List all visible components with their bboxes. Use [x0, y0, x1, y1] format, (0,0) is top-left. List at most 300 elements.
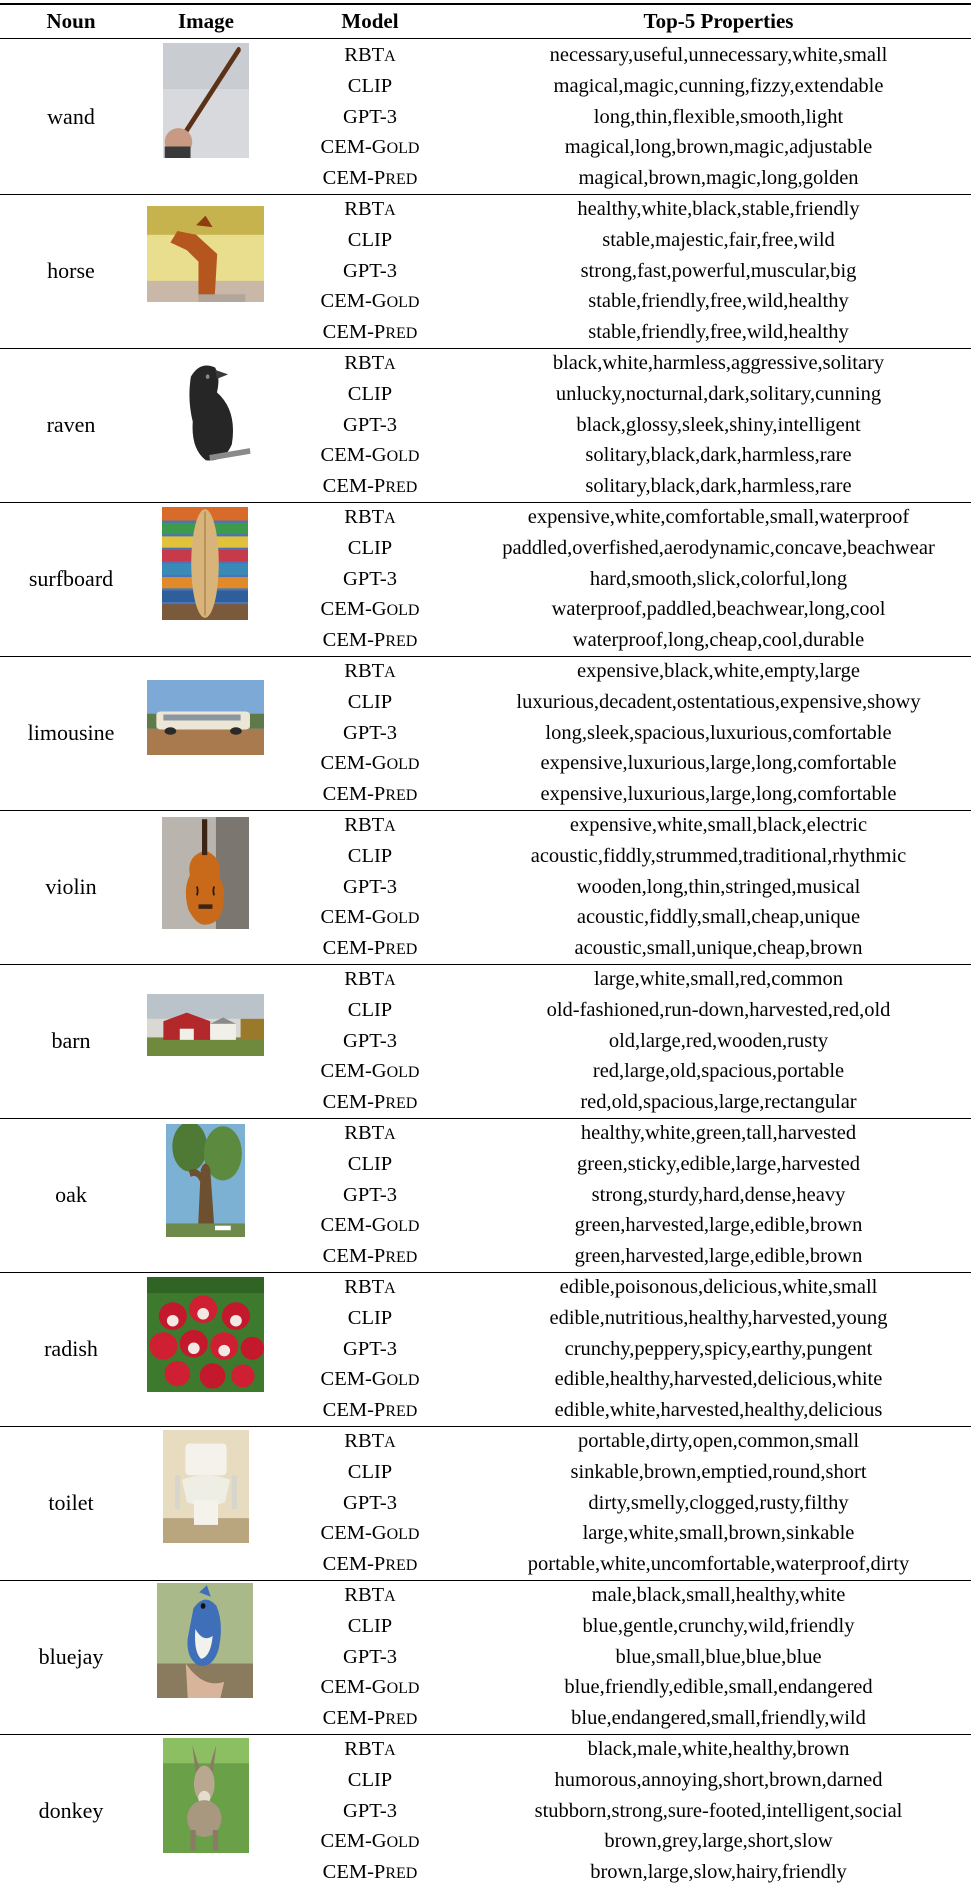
- table-row: [0, 902, 971, 933]
- model-name-smallcaps: OLD: [386, 1372, 420, 1390]
- model-name: CLIP: [347, 998, 393, 1021]
- table-row: [0, 379, 971, 410]
- model-cell: [270, 102, 470, 133]
- model-name: RBT: [344, 352, 385, 374]
- table-row: [0, 1796, 971, 1827]
- properties-cell: solitary,black,dark,harmless,rare: [585, 475, 852, 498]
- properties-cell: magical,brown,magic,long,golden: [578, 167, 859, 190]
- model-cell: [270, 1857, 470, 1890]
- model-cell: [270, 502, 470, 535]
- table-group-limousine: [0, 656, 971, 810]
- model-cell: [270, 533, 470, 564]
- table-row: [0, 933, 971, 964]
- model-name: CEM-G: [320, 1830, 387, 1853]
- properties-cell: brown,large,slow,hairy,friendly: [590, 1861, 847, 1884]
- table-row: [0, 348, 971, 379]
- properties-cell: black,glossy,sleek,shiny,intelligent: [576, 413, 861, 436]
- model-cell: [270, 1303, 470, 1334]
- properties-cell: large,white,small,brown,sinkable: [582, 1522, 855, 1545]
- model-name-smallcaps: RED: [385, 325, 418, 343]
- properties-cell: red,large,old,spacious,portable: [592, 1060, 845, 1083]
- properties-cell: green,harvested,large,edible,brown: [574, 1214, 863, 1237]
- model-cell: [270, 256, 470, 287]
- table-row: [0, 471, 971, 502]
- table-row: [0, 594, 971, 625]
- model-name: RBT: [344, 968, 385, 990]
- noun-cell: surfboard: [28, 566, 114, 591]
- model-name-smallcaps: A: [384, 1588, 396, 1605]
- table-row: [0, 1734, 971, 1765]
- model-cell: [270, 1734, 470, 1767]
- properties-cell: healthy,white,green,tall,harvested: [580, 1122, 857, 1144]
- model-name-smallcaps: OLD: [386, 1834, 420, 1852]
- model-name: CEM-P: [322, 783, 386, 806]
- table-row: [0, 286, 971, 317]
- table-row: [0, 1549, 971, 1580]
- table-row: [0, 1672, 971, 1703]
- model-cell: [270, 933, 470, 966]
- model-name-smallcaps: OLD: [386, 602, 420, 620]
- properties-cell: magical,long,brown,magic,adjustable: [564, 136, 873, 159]
- model-name-smallcaps: A: [384, 1280, 396, 1297]
- model-cell: [270, 1395, 470, 1428]
- table-row: [0, 410, 971, 441]
- properties-cell: stubborn,strong,sure-footed,intelligent,social: [534, 1799, 903, 1822]
- model-name: CEM-P: [322, 167, 386, 190]
- properties-cell: stable,friendly,free,wild,healthy: [588, 290, 849, 313]
- model-cell: [270, 1087, 470, 1120]
- model-cell: [270, 1272, 470, 1305]
- properties-cell: long,sleek,spacious,luxurious,comfortable: [545, 721, 892, 744]
- model-cell: [270, 1334, 470, 1365]
- table-group-barn: [0, 964, 971, 1118]
- properties-cell: old,large,red,wooden,rusty: [608, 1029, 829, 1052]
- model-cell: [270, 225, 470, 256]
- model-cell: [270, 132, 470, 165]
- model-cell: [270, 902, 470, 935]
- model-name: GPT-3: [343, 1337, 397, 1360]
- model-name-smallcaps: RED: [385, 1865, 418, 1883]
- properties-cell: sinkable,brown,emptied,round,short: [570, 1460, 867, 1483]
- table-row: [0, 1180, 971, 1211]
- table-row: [0, 502, 971, 533]
- table-row: [0, 1518, 971, 1549]
- model-name: GPT-3: [343, 1491, 397, 1514]
- table-row: [0, 71, 971, 102]
- properties-cell: black,male,white,healthy,brown: [587, 1738, 850, 1760]
- model-name: CEM-P: [322, 475, 386, 498]
- properties-cell: strong,fast,powerful,muscular,big: [580, 259, 857, 282]
- model-cell: [270, 379, 470, 410]
- model-name-smallcaps: RED: [385, 787, 418, 805]
- model-cell: [270, 1549, 470, 1582]
- table-row: [0, 687, 971, 718]
- model-cell: [270, 810, 470, 843]
- properties-cell: expensive,white,small,black,electric: [569, 814, 868, 836]
- table-row: [0, 1395, 971, 1426]
- noun-cell: donkey: [38, 1798, 104, 1823]
- model-name: CLIP: [347, 1152, 393, 1175]
- table-row: [0, 1426, 971, 1457]
- table-row: [0, 1149, 971, 1180]
- model-cell: [270, 872, 470, 903]
- properties-cell: stable,friendly,free,wild,healthy: [588, 321, 849, 344]
- model-name-smallcaps: OLD: [386, 1680, 420, 1698]
- model-name-smallcaps: RED: [385, 479, 418, 497]
- model-cell: [270, 348, 470, 381]
- properties-cell: edible,white,harvested,healthy,delicious: [554, 1399, 883, 1422]
- noun-cell: violin: [45, 874, 97, 899]
- properties-cell: expensive,luxurious,large,long,comfortable: [540, 783, 897, 806]
- model-cell: [270, 964, 470, 997]
- model-name-smallcaps: A: [384, 510, 396, 527]
- model-name: GPT-3: [343, 1645, 397, 1668]
- model-name: GPT-3: [343, 875, 397, 898]
- model-name: CEM-P: [322, 321, 386, 344]
- properties-cell: old-fashioned,run-down,harvested,red,old: [546, 998, 891, 1021]
- model-cell: [270, 1149, 470, 1180]
- model-cell: [270, 687, 470, 718]
- model-name: RBT: [344, 198, 385, 220]
- model-name: RBT: [344, 1584, 385, 1606]
- model-name: CEM-P: [322, 1245, 386, 1268]
- model-name-smallcaps: A: [384, 972, 396, 989]
- model-cell: [270, 841, 470, 872]
- model-cell: [270, 656, 470, 689]
- properties-cell: black,white,harmless,aggressive,solitary: [552, 352, 885, 374]
- table-row: [0, 102, 971, 133]
- header-noun: Noun: [46, 9, 96, 33]
- model-name: CEM-G: [320, 1060, 387, 1083]
- model-cell: [270, 1364, 470, 1397]
- model-cell: [270, 1703, 470, 1736]
- model-cell: [270, 1796, 470, 1827]
- properties-cell: wooden,long,thin,stringed,musical: [576, 875, 861, 898]
- model-name-smallcaps: OLD: [386, 448, 420, 466]
- table-row: [0, 1056, 971, 1087]
- table-group-surfboard: [0, 502, 971, 656]
- table-row: [0, 1642, 971, 1673]
- model-name-smallcaps: RED: [385, 1249, 418, 1267]
- properties-cell: blue,endangered,small,friendly,wild: [571, 1707, 866, 1730]
- model-name-smallcaps: OLD: [386, 1064, 420, 1082]
- model-name: CEM-G: [320, 1676, 387, 1699]
- model-cell: [270, 1580, 470, 1613]
- model-name: RBT: [344, 814, 385, 836]
- model-cell: [270, 1642, 470, 1673]
- properties-cell: blue,small,blue,blue,blue: [615, 1645, 822, 1668]
- model-name: GPT-3: [343, 721, 397, 744]
- model-name-smallcaps: RED: [385, 633, 418, 651]
- table-group-horse: [0, 194, 971, 348]
- properties-cell: strong,sturdy,hard,dense,heavy: [591, 1183, 846, 1206]
- noun-cell: limousine: [27, 720, 115, 745]
- model-cell: [270, 1765, 470, 1796]
- properties-cell: acoustic,fiddly,small,cheap,unique: [576, 906, 861, 929]
- table-group-donkey: [0, 1734, 971, 1888]
- properties-cell: portable,dirty,open,common,small: [577, 1430, 860, 1452]
- model-cell: [270, 718, 470, 749]
- model-cell: [270, 1056, 470, 1089]
- model-cell: [270, 1457, 470, 1488]
- properties-cell: blue,gentle,crunchy,wild,friendly: [582, 1614, 855, 1637]
- model-name: CEM-P: [322, 629, 386, 652]
- table-row: [0, 564, 971, 595]
- model-name: RBT: [344, 660, 385, 682]
- table-row: [0, 841, 971, 872]
- model-name: RBT: [344, 1276, 385, 1298]
- model-cell: [270, 1180, 470, 1211]
- table-row: [0, 1765, 971, 1796]
- model-cell: [270, 1026, 470, 1057]
- model-name: GPT-3: [343, 105, 397, 128]
- model-name: CEM-G: [320, 136, 387, 159]
- properties-cell: waterproof,long,cheap,cool,durable: [572, 629, 865, 652]
- model-cell: [270, 1826, 470, 1859]
- table-row: [0, 1580, 971, 1611]
- model-cell: [270, 1241, 470, 1274]
- table-row: [0, 625, 971, 656]
- model-name: GPT-3: [343, 1799, 397, 1822]
- model-name-smallcaps: OLD: [386, 910, 420, 928]
- table-row: [0, 194, 971, 225]
- model-cell: [270, 471, 470, 504]
- model-name-smallcaps: A: [384, 1742, 396, 1759]
- properties-cell: humorous,annoying,short,brown,darned: [554, 1768, 883, 1791]
- model-name-smallcaps: OLD: [386, 756, 420, 774]
- noun-cell: barn: [51, 1028, 91, 1053]
- table-group-raven: [0, 348, 971, 502]
- model-name: RBT: [344, 1122, 385, 1144]
- table-row: [0, 1087, 971, 1118]
- model-name: GPT-3: [343, 413, 397, 436]
- properties-cell: hard,smooth,slick,colorful,long: [589, 567, 848, 590]
- properties-cell: red,old,spacious,large,rectangular: [580, 1091, 857, 1114]
- properties-cell: necessary,useful,unnecessary,white,small: [549, 44, 888, 66]
- properties-cell: portable,white,uncomfortable,waterproof,dirty: [527, 1553, 910, 1576]
- table-row: [0, 779, 971, 810]
- table-row: [0, 256, 971, 287]
- model-name-smallcaps: A: [384, 202, 396, 219]
- model-name: CLIP: [347, 74, 393, 97]
- model-name: CEM-P: [322, 1091, 386, 1114]
- model-cell: [270, 1118, 470, 1151]
- properties-cell: expensive,black,white,empty,large: [577, 660, 860, 682]
- model-name: CEM-G: [320, 1214, 387, 1237]
- noun-cell: horse: [47, 258, 95, 283]
- model-cell: [270, 40, 470, 73]
- properties-cell: edible,nutritious,healthy,harvested,young: [549, 1306, 888, 1329]
- properties-cell: unlucky,nocturnal,dark,solitary,cunning: [555, 382, 882, 405]
- model-name: CEM-G: [320, 752, 387, 775]
- header-image: Image: [178, 9, 234, 33]
- header-model: Model: [341, 9, 399, 33]
- model-name: CLIP: [347, 1768, 393, 1791]
- model-cell: [270, 748, 470, 781]
- model-name-smallcaps: A: [384, 1434, 396, 1451]
- model-name-smallcaps: A: [384, 818, 396, 835]
- table-row: [0, 1826, 971, 1857]
- properties-cell: paddled,overfished,aerodynamic,concave,beachwear: [502, 536, 935, 559]
- model-name: RBT: [344, 1430, 385, 1452]
- model-name: CLIP: [347, 228, 393, 251]
- model-name: CEM-G: [320, 444, 387, 467]
- model-cell: [270, 440, 470, 473]
- model-cell: [270, 1488, 470, 1519]
- header-properties: Top-5 Properties: [643, 9, 794, 33]
- table-row: [0, 656, 971, 687]
- table-row: [0, 872, 971, 903]
- model-name: CEM-P: [322, 1399, 386, 1422]
- noun-cell: oak: [55, 1182, 87, 1207]
- noun-cell: toilet: [48, 1490, 94, 1515]
- table-row: [0, 132, 971, 163]
- model-cell: [270, 1611, 470, 1642]
- model-name-smallcaps: OLD: [386, 140, 420, 158]
- model-name: CLIP: [347, 690, 393, 713]
- properties-cell: long,thin,flexible,smooth,light: [593, 105, 844, 128]
- model-cell: [270, 163, 470, 196]
- header-rule: [0, 38, 971, 39]
- table-group-wand: [0, 40, 971, 194]
- properties-cell: dirty,smelly,clogged,rusty,filthy: [588, 1491, 849, 1514]
- model-name: CLIP: [347, 536, 393, 559]
- table-row: [0, 1026, 971, 1057]
- noun-cell: raven: [46, 412, 96, 437]
- model-cell: [270, 317, 470, 350]
- properties-cell: green,sticky,edible,large,harvested: [577, 1152, 860, 1175]
- properties-cell: acoustic,fiddly,strummed,traditional,rhythmic: [530, 844, 907, 867]
- model-name: CLIP: [347, 1614, 393, 1637]
- table-group-radish: [0, 1272, 971, 1426]
- model-name-smallcaps: A: [384, 356, 396, 373]
- table-row: [0, 533, 971, 564]
- model-name-smallcaps: A: [384, 48, 396, 65]
- properties-cell: edible,poisonous,delicious,white,small: [559, 1276, 878, 1298]
- properties-cell: large,white,small,red,common: [594, 968, 843, 990]
- noun-cell: radish: [44, 1336, 98, 1361]
- model-name-smallcaps: RED: [385, 1711, 418, 1729]
- properties-cell: edible,healthy,harvested,delicious,white: [554, 1368, 883, 1391]
- table-row: [0, 225, 971, 256]
- properties-cell: blue,friendly,edible,small,endangered: [564, 1676, 873, 1699]
- model-name: RBT: [344, 44, 385, 66]
- top-rule: [0, 3, 971, 5]
- properties-cell: waterproof,paddled,beachwear,long,cool: [551, 598, 886, 621]
- model-name-smallcaps: RED: [385, 1557, 418, 1575]
- properties-cell: acoustic,small,unique,cheap,brown: [574, 937, 863, 960]
- table-group-toilet: [0, 1426, 971, 1580]
- model-name: CLIP: [347, 844, 393, 867]
- model-name: CEM-G: [320, 1368, 387, 1391]
- table-row: [0, 1611, 971, 1642]
- model-cell: [270, 71, 470, 102]
- table-row: [0, 718, 971, 749]
- model-name: GPT-3: [343, 567, 397, 590]
- model-name: CEM-G: [320, 906, 387, 929]
- model-cell: [270, 1518, 470, 1551]
- noun-cell: wand: [47, 104, 95, 129]
- properties-cell: expensive,white,comfortable,small,waterproof: [527, 506, 910, 528]
- model-name: RBT: [344, 506, 385, 528]
- model-cell: [270, 1426, 470, 1459]
- table-row: [0, 1488, 971, 1519]
- table-row: [0, 1457, 971, 1488]
- table-group-bluejay: [0, 1580, 971, 1734]
- table-row: [0, 1272, 971, 1303]
- model-name-smallcaps: OLD: [386, 1218, 420, 1236]
- table-row: [0, 810, 971, 841]
- model-name: CEM-G: [320, 1522, 387, 1545]
- model-cell: [270, 194, 470, 227]
- model-name-smallcaps: OLD: [386, 294, 420, 312]
- noun-cell: bluejay: [38, 1644, 104, 1669]
- properties-cell: male,black,small,healthy,white: [591, 1584, 846, 1606]
- table-row: [0, 317, 971, 348]
- model-name: CLIP: [347, 1460, 393, 1483]
- table-row: [0, 440, 971, 471]
- properties-cell: stable,majestic,fair,free,wild: [602, 228, 835, 251]
- model-name: CEM-P: [322, 937, 386, 960]
- model-name: RBT: [344, 1738, 385, 1760]
- model-name: GPT-3: [343, 1029, 397, 1052]
- table-row: [0, 163, 971, 194]
- properties-cell: luxurious,decadent,ostentatious,expensive,showy: [516, 690, 921, 713]
- model-cell: [270, 1210, 470, 1243]
- table-row: [0, 1303, 971, 1334]
- table-row: [0, 1210, 971, 1241]
- properties-cell: green,harvested,large,edible,brown: [574, 1245, 863, 1268]
- model-name-smallcaps: OLD: [386, 1526, 420, 1544]
- table-row: [0, 1241, 971, 1272]
- properties-cell: expensive,luxurious,large,long,comfortable: [540, 752, 897, 775]
- properties-cell: solitary,black,dark,harmless,rare: [585, 444, 852, 467]
- model-cell: [270, 286, 470, 319]
- model-name: CEM-P: [322, 1553, 386, 1576]
- table-row: [0, 1118, 971, 1149]
- model-name: CEM-P: [322, 1707, 386, 1730]
- model-cell: [270, 779, 470, 812]
- model-cell: [270, 1672, 470, 1705]
- model-name-smallcaps: RED: [385, 941, 418, 959]
- model-name: CEM-G: [320, 290, 387, 313]
- table-row: [0, 40, 971, 71]
- model-name: GPT-3: [343, 259, 397, 282]
- table-group-oak: [0, 1118, 971, 1272]
- table-row: [0, 1364, 971, 1395]
- model-cell: [270, 995, 470, 1026]
- model-name-smallcaps: A: [384, 664, 396, 681]
- properties-cell: magical,magic,cunning,fizzy,extendable: [553, 74, 884, 97]
- model-name-smallcaps: RED: [385, 1095, 418, 1113]
- table-row: [0, 1334, 971, 1365]
- table-row: [0, 748, 971, 779]
- properties-cell: crunchy,peppery,spicy,earthy,pungent: [564, 1337, 873, 1360]
- table-row: [0, 1703, 971, 1734]
- model-name-smallcaps: RED: [385, 1403, 418, 1421]
- model-cell: [270, 625, 470, 658]
- properties-cell: brown,grey,large,short,slow: [604, 1830, 833, 1853]
- model-cell: [270, 594, 470, 627]
- model-cell: [270, 410, 470, 441]
- table-row: [0, 964, 971, 995]
- model-name: CLIP: [347, 382, 393, 405]
- model-name-smallcaps: A: [384, 1126, 396, 1143]
- properties-cell: healthy,white,black,stable,friendly: [577, 198, 860, 220]
- table-row: [0, 1857, 971, 1888]
- model-name: GPT-3: [343, 1183, 397, 1206]
- model-name: CEM-G: [320, 598, 387, 621]
